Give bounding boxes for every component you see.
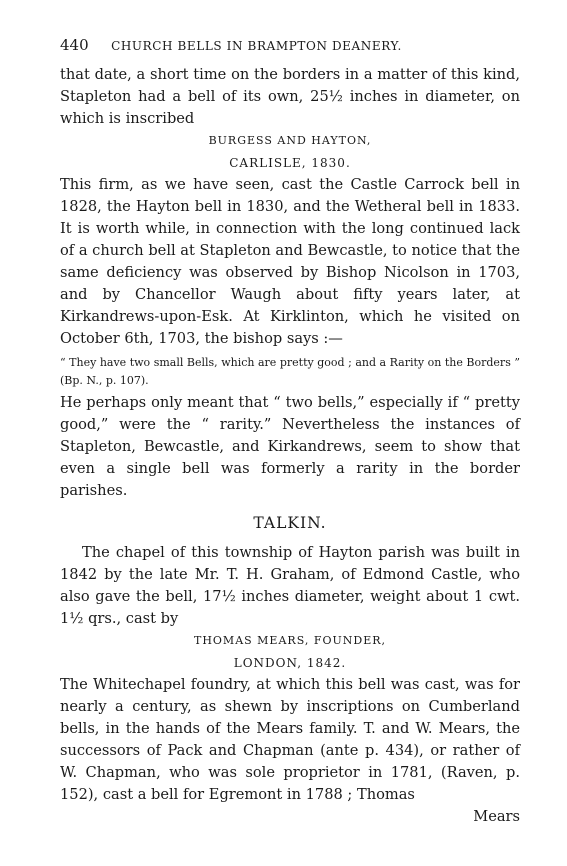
- paragraph-3: He perhaps only meant that “ two bells,” especially if “ pretty good,” were the “ rarity.” Nevertheless the instances of Stapleton, Bewcastle, and Kirkandrews, seem to show that even a single bell was formerly a rarity in the border parishes.: [60, 394, 520, 499]
- paragraph-1: that date, a short time on the borders in a matter of this kind, Stapleton had a bell of its own, 25½ inches in diameter, on which is inscribed: [60, 66, 520, 127]
- inscription-line: LONDON, 1842.: [233, 656, 347, 670]
- running-header: [60, 36, 530, 54]
- inscription-thomas-mears: [60, 630, 520, 674]
- inscription-line: THOMAS MEARS, FOUNDER,: [193, 634, 387, 647]
- paragraph-2: This firm, as we have seen, cast the Castle Carrock bell in 1828, the Hayton bell in 1830, and the Wetheral bell in 1833. It is worth while, in connection with the long continued lack of a church bell at Stapleton and Bewcastle, to notice that the same deficiency was observed by Bishop Nicolson in 1703, and by Chancellor Waugh about fifty years later, at Kirkandrews-upon-Esk. At Kirklinton, which he visited on October 6th, 1703, the bishop says :—: [60, 176, 520, 347]
- inscription-line: BURGESS AND HAYTON,: [208, 134, 372, 147]
- page-body: [60, 64, 520, 828]
- paragraph-5: The Whitechapel foundry, at which this bell was cast, was for nearly a century, as shewn by inscriptions on Cumberland bells, in the hands of the Mears family. T. and W. Mears, the successors of Pack and Chapman (ante p. 434), or rather of W. Chapman, who was sole proprietor in 1781, (Raven, p. 152), cast a bell for Egremont in 1788 ; Thomas: [60, 676, 520, 803]
- quotation: “ They have two small Bells, which are pretty good ; and a Rarity on the Borders ” (Bp. N., p. 107).: [60, 356, 520, 387]
- page-number: 440: [60, 36, 89, 54]
- running-title: CHURCH BELLS IN BRAMPTON DEANERY.: [111, 39, 402, 53]
- inscription-line: CARLISLE, 1830.: [229, 156, 351, 170]
- catchword: Mears: [473, 808, 520, 825]
- paragraph-4: The chapel of this township of Hayton parish was built in 1842 by the late Mr. T. H. Graham, of Edmond Castle, who also gave the bell, 17½ inches diameter, weight about 1 cwt. 1½ qrs., cast by: [60, 544, 520, 627]
- section-heading: TALKIN.: [253, 514, 327, 532]
- inscription-burgess-hayton: [60, 130, 520, 174]
